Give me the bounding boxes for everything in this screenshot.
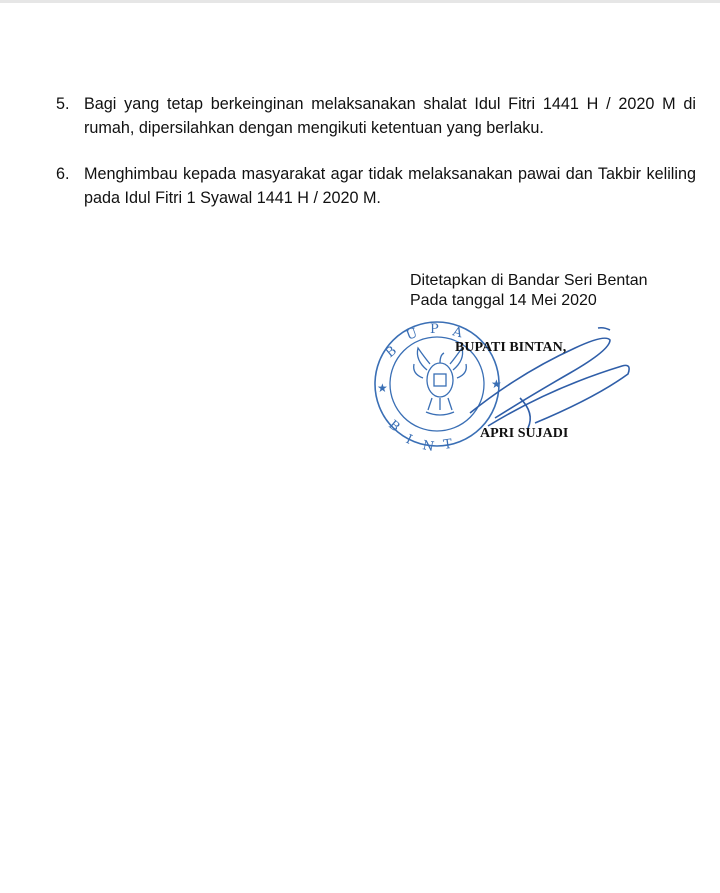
svg-text:B: B [385, 417, 403, 436]
svg-text:A: A [450, 324, 464, 342]
star-icon: ★ [377, 381, 388, 395]
item-text: Bagi yang tetap berkeinginan melaksanakan shalat Idul Fitri 1441 H / 2020 M di rumah, dipersilahkan dengan mengikuti ketentuan yang berlaku. [84, 95, 696, 137]
item-text: Menghimbau kepada masyarakat agar tidak melaksanakan pawai dan Takbir keliling pada Idul Fitri 1 Syawal 1441 H / 2020 M. [84, 165, 696, 207]
item-number: 6. [56, 165, 70, 183]
signer-title: BUPATI BINTAN, [455, 340, 567, 355]
signer-name: APRI SUJADI [480, 426, 569, 441]
list-item [56, 92, 696, 140]
item-number: 5. [56, 95, 70, 113]
top-divider [0, 0, 720, 3]
svg-text:U: U [404, 325, 420, 344]
signature-block [410, 271, 647, 311]
svg-text:B: B [382, 343, 400, 362]
star-icon: ★ [491, 377, 502, 391]
place-line: Ditetapkan di Bandar Seri Bentan [410, 272, 648, 289]
svg-text:I: I [403, 432, 415, 448]
garuda-emblem-icon [414, 348, 467, 415]
list-item [56, 162, 696, 210]
svg-text:P: P [430, 322, 439, 337]
regulation-list [56, 92, 696, 232]
svg-text:N: N [421, 438, 436, 455]
date-line: Pada tanggal 14 Mei 2020 [410, 292, 597, 309]
svg-text:T: T [442, 436, 454, 453]
stamp-ring-lettering [383, 322, 465, 455]
